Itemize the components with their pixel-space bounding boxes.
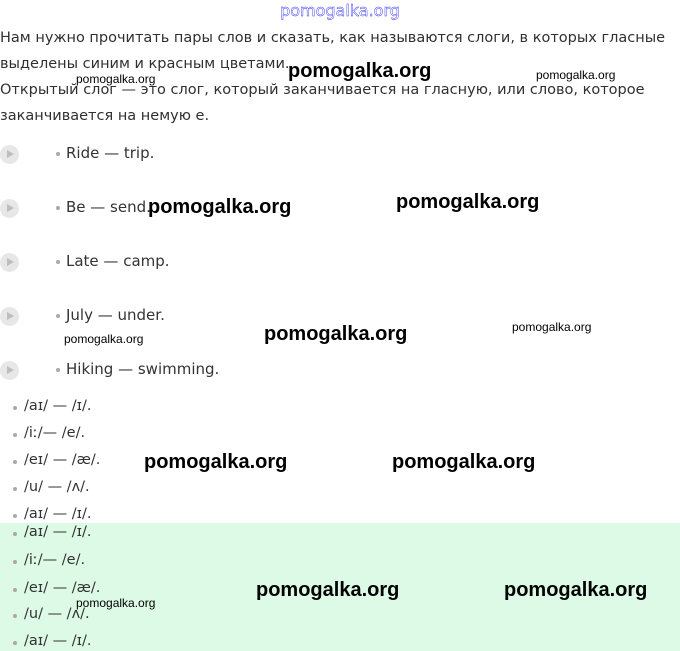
answer-transcription: /iː/— /e/. — [24, 552, 86, 568]
word-pair: Late — camp. — [66, 252, 170, 270]
watermark: pomogalka.org — [392, 451, 536, 473]
site-logo[interactable]: pomogalka.org — [280, 1, 400, 20]
watermark: pomogalka.org — [504, 579, 648, 601]
answer-transcription: /eɪ/ — /æ/. — [24, 580, 101, 596]
bullet-icon — [13, 433, 17, 437]
bullet-icon — [13, 514, 17, 518]
play-audio-button[interactable] — [0, 199, 19, 218]
bullet-icon — [56, 314, 60, 318]
bullet-icon — [13, 532, 17, 536]
word-pair: Hiking — swimming. — [66, 360, 220, 378]
transcription: /eɪ/ — /æ/. — [24, 452, 101, 468]
bullet-icon — [13, 614, 17, 618]
play-audio-button[interactable] — [0, 361, 19, 380]
bullet-icon — [56, 206, 60, 210]
word-pair: July — under. — [66, 306, 165, 324]
answer-transcription: /aɪ/ — /ɪ/. — [24, 524, 92, 540]
play-audio-button[interactable] — [0, 307, 19, 326]
intro-line-2: выделены синим и красным цветами. — [0, 56, 290, 72]
watermark: pomogalka.org — [264, 323, 408, 345]
transcription: /u/ — /ʌ/. — [24, 479, 90, 495]
play-audio-button[interactable] — [0, 145, 19, 164]
watermark: pomogalka.org — [64, 332, 144, 346]
watermark: pomogalka.org — [256, 579, 400, 601]
bullet-icon — [13, 487, 17, 491]
bullet-icon — [13, 588, 17, 592]
bullet-icon — [56, 152, 60, 156]
bullet-icon — [13, 460, 17, 464]
bullet-icon — [56, 368, 60, 372]
watermark: pomogalka.org — [288, 60, 432, 82]
intro-line-1: Нам нужно прочитать пары слов и сказать, как называются слоги, в которых гласные — [0, 30, 666, 46]
watermark: pomogalka.org — [536, 68, 616, 82]
intro-line-3: Открытый слог — это слог, который заканчивается на гласную, или слово, которое — [0, 82, 645, 98]
intro-line-4: заканчивается на немую е. — [0, 108, 210, 124]
answer-transcription: /u/ — /ʌ/. — [24, 606, 90, 622]
watermark: pomogalka.org — [512, 320, 592, 334]
watermark: pomogalka.org — [144, 451, 288, 473]
transcription: /aɪ/ — /ɪ/. — [24, 506, 92, 522]
word-pair: Ride — trip. — [66, 144, 155, 162]
watermark: pomogalka.org — [148, 196, 292, 218]
bullet-icon — [13, 641, 17, 645]
transcription: /aɪ/ — /ɪ/. — [24, 398, 92, 414]
watermark: pomogalka.org — [396, 191, 540, 213]
answer-transcription: /aɪ/ — /ɪ/. — [24, 633, 92, 649]
bullet-icon — [13, 560, 17, 564]
bullet-icon — [13, 406, 17, 410]
watermark: pomogalka.org — [76, 72, 156, 86]
watermark: pomogalka.org — [76, 596, 156, 610]
transcription: /iː/— /e/. — [24, 425, 86, 441]
word-pair: Be — send. — [66, 198, 151, 216]
bullet-icon — [56, 260, 60, 264]
play-audio-button[interactable] — [0, 253, 19, 272]
